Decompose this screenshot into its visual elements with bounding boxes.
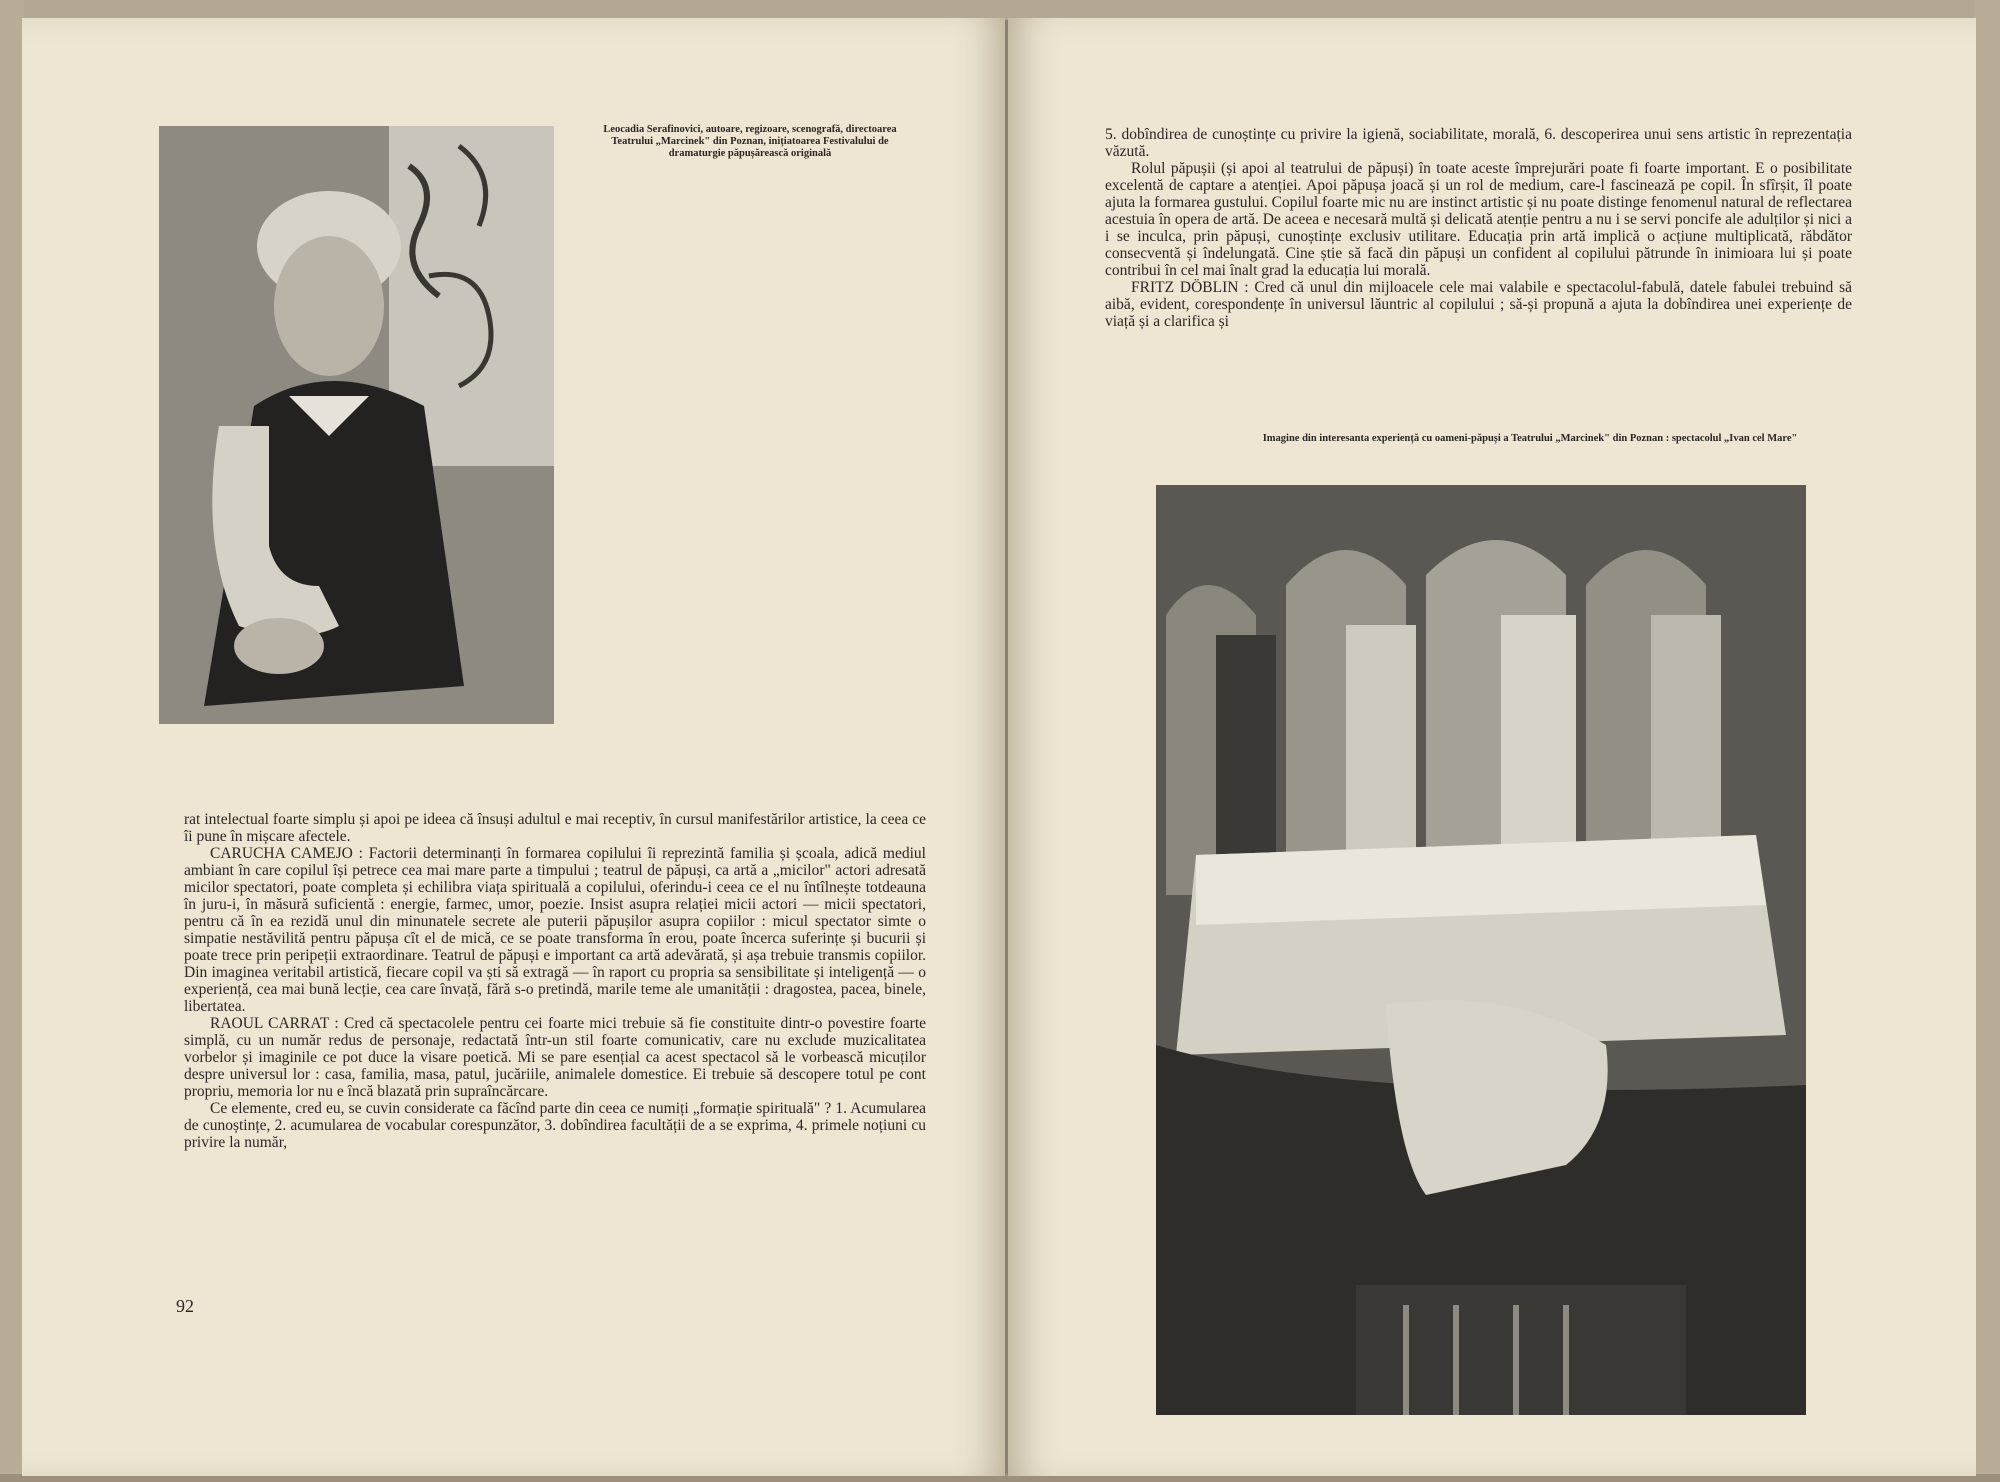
- book-cover-edge-left: [0, 0, 24, 1482]
- paragraph: Ce elemente, cred eu, se cuvin considerate ca făcînd parte din ceea ce numiți „formație spirituală" ? 1. Acumularea de cunoștințe, 2. acumularea de vocabular corespunzător, 3. dobîndirea facultății de a se exprima, 4. primele noțiuni cu privire la număr,: [184, 1100, 926, 1151]
- stage-photo-art: [1156, 485, 1806, 1415]
- bleed-through-text: [722, 298, 982, 342]
- left-page-body-text: [184, 811, 926, 1151]
- stage-photo-caption: Imagine din interesanta experiență cu oameni-păpuși a Teatrului „Marcinek" din Poznan : spectacolul „Ivan cel Mare": [1262, 433, 1798, 444]
- paragraph: RAOUL CARRAT : Cred că spectacolele pentru cei foarte mici trebuie să fie constituite dintr-o povestire foarte simplă, cu un număr redus de personaje, redactată într-un stil foarte comunicativ, care nu exclude muzicalitatea vorbelor și imaginile ce pot duce la visare poetică. Mi se pare esențial ca acest spectacol să le vorbească micuților despre universul lor : casa, familia, masa, patul, jucăriile, animalele domestice. Ei trebuie să descopere totul pe cont propriu, memoria lor nu e încă blazată prin supraîncărcare.: [184, 1015, 926, 1100]
- right-page: [1008, 18, 1976, 1476]
- paragraph: 5. dobîndirea de cunoștințe cu privire la igienă, sociabilitate, morală, 6. descoperirea unui sens artistic în reprezentația văzută.: [1105, 126, 1852, 160]
- paragraph: CARUCHA CAMEJO : Factorii determinanți în formarea copilului îi reprezintă familia și școala, adică mediul ambiant în care copilul își petrece cea mai mare parte a timpului ; teatrul de păpuși, ca artă a „micilor" actori adresată micilor spectatori, poate completa și echilibra viața spirituală a copilului, oferindu-i ceea ce el nu întîlnește totdeauna în juru-i, în măsură suficientă : energie, farmec, umor, poezie. Insist asupra relației micii actori — micii spectatori, pentru că în ea rezidă unul din minunatele secrete ale puterii păpușilor asupra copiilor : micul spectator simte o simpatie nestăvilită pentru păpușa cît el de mică, ce se poate transforma în erou, poate încerca suferințe și bucurii și poate trece prin peripeții extraordinare. Teatrul de păpuși e important ca artă adevărată, și așa trebuie transmis copiilor. Din imaginea veritabil artistică, fiecare copil va ști să extragă — în raport cu propria sa sensibilitate și inteligență — o experiență, cea mai bună lecție, cea care învață, fără s-o pretindă, marile teme ale umanității : dragostea, pacea, binele, libertatea.: [184, 845, 926, 1015]
- stage-photo: [1156, 485, 1806, 1415]
- paragraph: FRITZ DÖBLIN : Cred că unul din mijloacele cele mai valabile e spectacolul-fabulă, datele fabulei trebuind să aibă, evident, corespondențe în universul lăuntric al copilului ; să-și propună a ajuta la dobîndirea unei experiențe de viață și a clarifica și: [1105, 279, 1852, 330]
- portrait-photo: [159, 126, 554, 724]
- portrait-photo-art: [159, 126, 554, 724]
- portrait-caption: Leocadia Serafinovici, autoare, regizoare, scenografă, directoarea Teatrului „Marcinek" din Poznan, inițiatoarea Festivalului de dramaturgie păpușărească originală: [603, 124, 897, 159]
- left-page: [22, 18, 1005, 1476]
- page-number: 92: [176, 1296, 194, 1316]
- paragraph: Rolul păpușii (și apoi al teatrului de păpuși) în toate aceste împrejurări poate fi foarte important. E o posibilitate excelentă de captare a atenției. Apoi păpușa joacă și un rol de medium, care-l fascinează pe copil. În sfîrșit, îl poate ajuta la formarea gustului. Copilul foarte mic nu are instinct artistic și nu poate distinge fenomenul natural de reflectarea acestuia în opera de artă. De aceea e necesară multă și delicată atenție pentru a nu i se servi poncife ale adulților și nici a i se inculca, prin păpuși, cunoștințe exclusiv utilitare. Educația prin artă implică o acțiune multiplicată, răbdător consecventă și îndelungată. Cine știe să facă din păpuși un confident al copilului pătrunde în inimioara lui și poate contribui în cel mai înalt grad la educația lui morală.: [1105, 160, 1852, 279]
- book-cover-edge-right: [1974, 0, 2000, 1482]
- paragraph: rat intelectual foarte simplu și apoi pe ideea că însuși adultul e mai receptiv, în cursul manifestărilor artistice, la ceea ce îi pune în mișcare afectele.: [184, 811, 926, 845]
- book-cover-edge-top: [0, 0, 2000, 20]
- right-page-body-text: [1105, 126, 1852, 330]
